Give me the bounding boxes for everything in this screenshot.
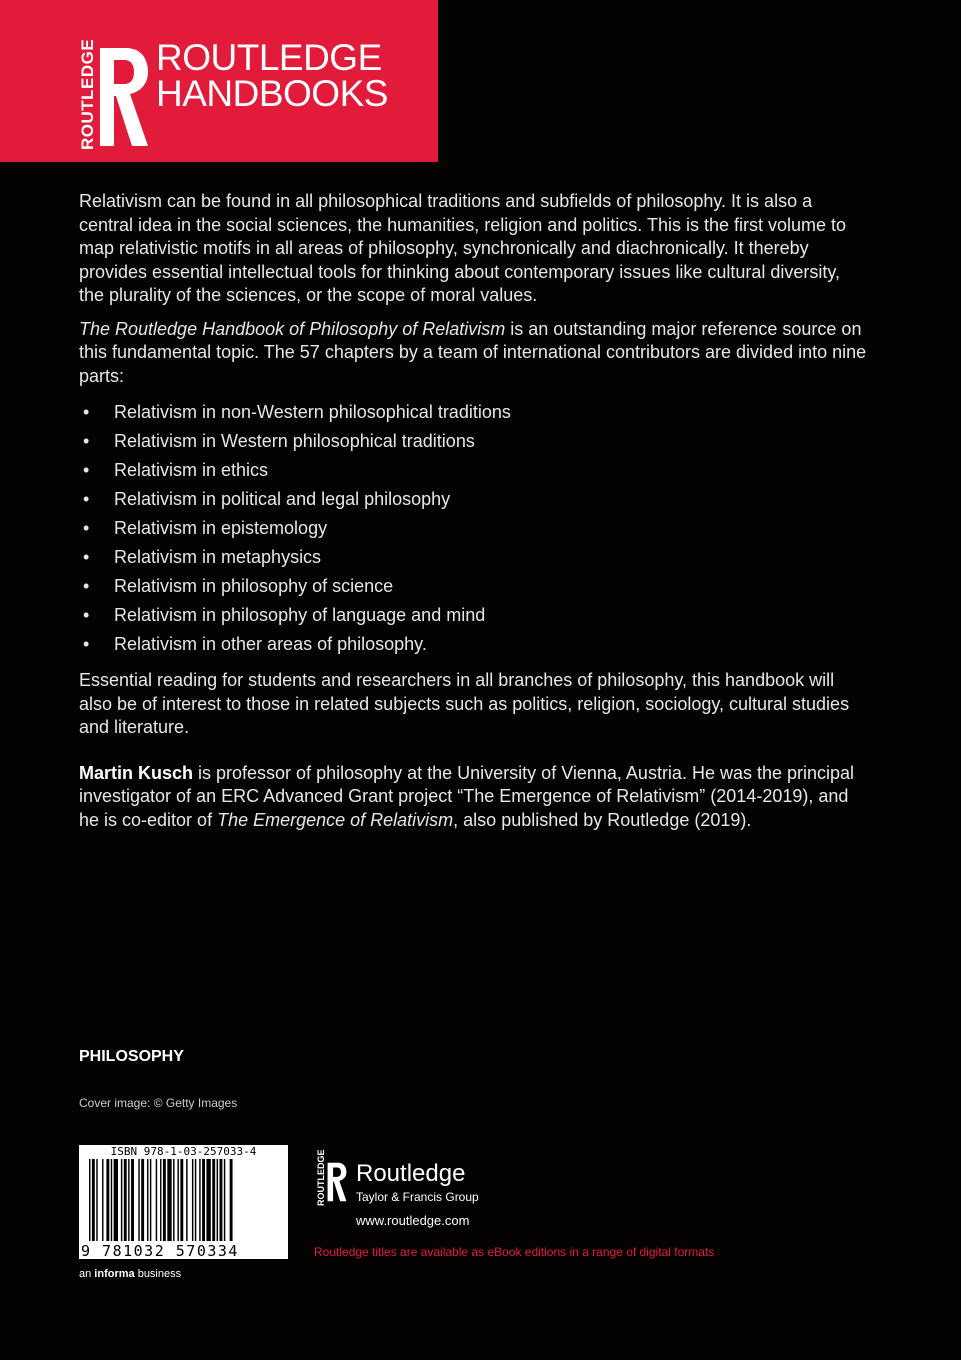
blurb-paragraph-2 [79,318,869,389]
barcode-digits: 9 781032 570334 [81,1242,239,1260]
subject-label: PHILOSOPHY [79,1048,184,1065]
publisher-vertical-text: ROUTLEDGE [316,1149,326,1206]
list-item: • Relativism in non-Western philosophical traditions [79,398,869,427]
list-item: • Relativism in epistemology [79,514,869,543]
series-title [156,37,388,114]
list-item: • Relativism in philosophy of science [79,572,869,601]
barcode-bars-icon [89,1159,279,1241]
blurb-paragraph-1: Relativism can be found in all philosophical traditions and subfields of philosophy. It is also a central idea in the social sciences, the humanities, religion and politics. This is the first volume to map relativistic motifs in all areas of philosophy, synchronically and diachronically. It thereby provides essential intellectual tools for thinking about contemporary issues like cultural diversity, the plurality of the sciences, or the scope of moral values. [79,191,847,305]
barcode [79,1145,288,1259]
ebook-note: Routledge titles are available as eBook editions in a range of digital formats [314,1245,715,1259]
publisher-name: Routledge [356,1160,466,1187]
routledge-r-logo-icon [96,44,152,150]
list-item: • Relativism in other areas of philosophy. [79,630,869,659]
informa-prefix: an [79,1268,95,1280]
author-name: Martin Kusch [79,762,194,783]
list-item: • Relativism in metaphysics [79,543,869,572]
isbn-text: ISBN 978-1-03-257033-4 [110,1145,257,1158]
series-title-line2: HANDBOOKS [156,73,388,114]
list-item: • Relativism in philosophy of language and mind [79,601,869,630]
vertical-logo-text: ROUTLEDGE [78,38,97,150]
author-bio [79,762,869,833]
informa-brand: informa [94,1268,135,1280]
publisher-r-logo-icon [326,1160,348,1204]
publisher-group: Taylor & Francis Group [356,1190,479,1204]
author-bio-b: , also published by Routledge (2019). [453,809,752,830]
cover-credit: Cover image: © Getty Images [79,1096,238,1110]
informa-business [79,1268,181,1280]
informa-suffix: business [134,1268,182,1280]
list-item: • Relativism in ethics [79,456,869,485]
author-bio-a: is professor of philosophy at the University of Vienna, Austria. He was the principal investigator of an ERC Advanced Grant project “The Emergence of Relativism” (2014-2019), and he is co-editor of [79,762,855,830]
publisher-url[interactable]: www.routledge.com [356,1213,470,1228]
series-banner [0,0,438,162]
blurb [79,190,869,842]
handbook-title: The Routledge Handbook of Philosophy of Relativism [79,318,506,339]
series-title-line1: ROUTLEDGE [156,37,382,78]
author-book-title: The Emergence of Relativism [217,809,454,830]
blurb-paragraph-2-rest: is an outstanding major reference source on this fundamental topic. The 57 chapters by a team of international contributors are divided into nine parts: [79,318,867,386]
list-item: • Relativism in political and legal philosophy [79,485,869,514]
blurb-paragraph-3: Essential reading for students and researchers in all branches of philosophy, this handbook will also be of interest to those in related subjects such as politics, religion, sociology, cultural studies and literature. [79,670,850,737]
parts-list [79,398,869,659]
list-item: • Relativism in Western philosophical traditions [79,427,869,456]
